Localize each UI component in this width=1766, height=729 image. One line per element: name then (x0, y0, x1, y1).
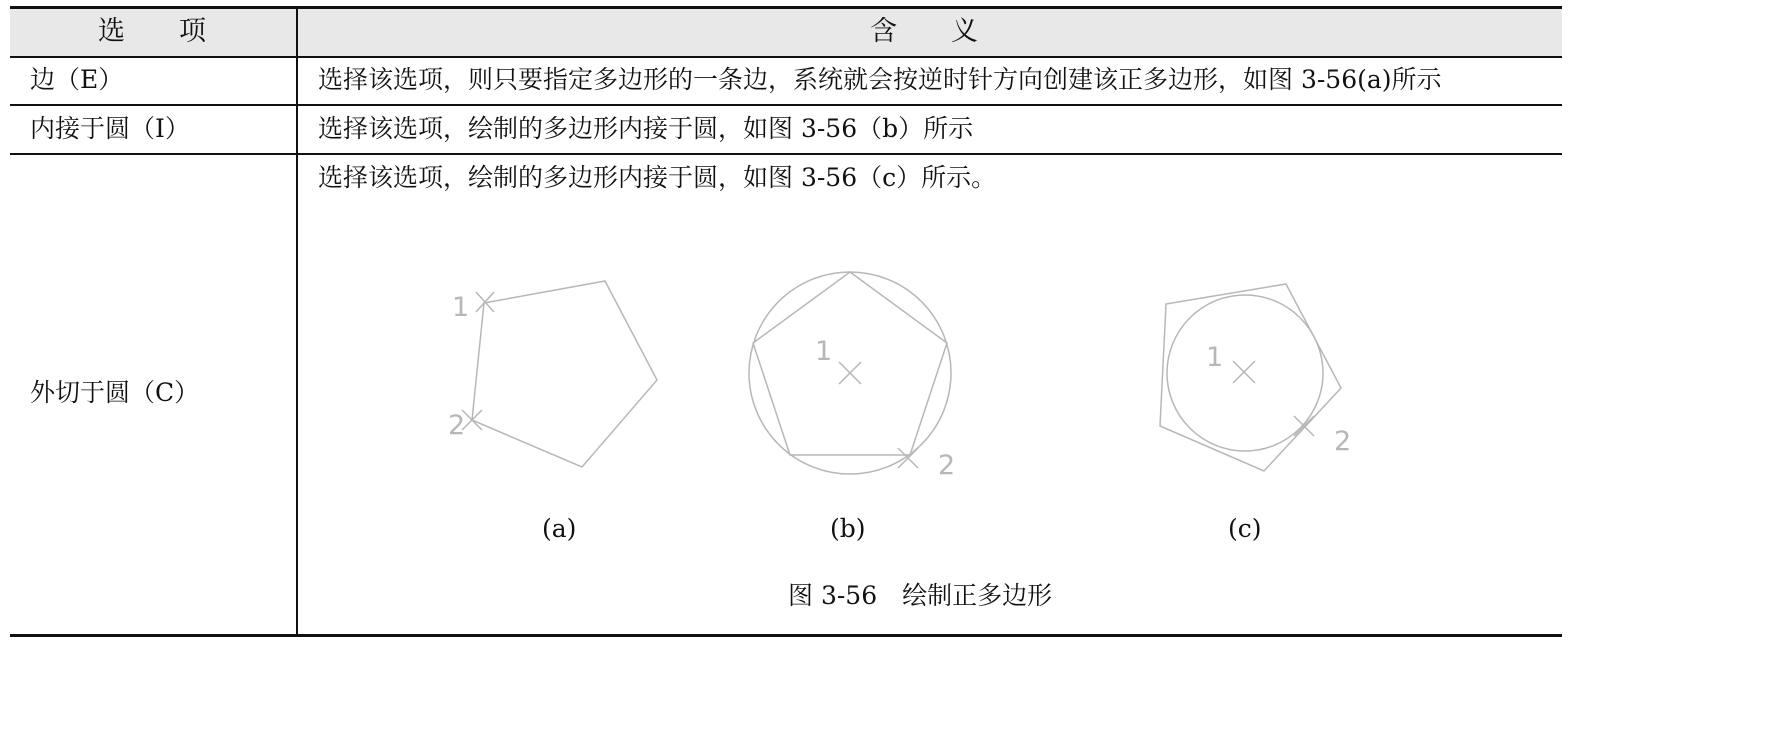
row-divider-2 (10, 153, 1562, 155)
row-3-option: 外切于圆（C） (30, 378, 200, 407)
table-bottom-rule (10, 634, 1562, 637)
row-2-meaning: 选择该选项，绘制的多边形内接于圆，如图 3-56（b）所示 (318, 114, 974, 143)
row-1-option: 边（E） (30, 65, 124, 94)
marker-label-2-a: 2 (448, 410, 466, 441)
header-option: 选 项 (98, 16, 206, 47)
pentagon-b (753, 272, 947, 455)
options-table (10, 6, 1562, 637)
row-divider-1 (10, 104, 1562, 106)
table-header-background (10, 8, 1562, 56)
panel-c-drawing (1160, 284, 1341, 471)
marker-label-1-c: 1 (1206, 342, 1224, 373)
marker-label-1-a: 1 (452, 292, 470, 323)
row-2-option: 内接于圆（I） (30, 114, 190, 143)
marker-label-2-b: 2 (938, 450, 956, 481)
header-divider (10, 56, 1562, 58)
figure-caption: 图 3-56 绘制正多边形 (788, 581, 1053, 610)
marker-label-1-b: 1 (815, 336, 833, 367)
panel-b-drawing (749, 272, 951, 474)
panel-c-label: (c) (1228, 514, 1262, 543)
pentagon-a (472, 281, 657, 467)
header-meaning: 含 义 (870, 16, 978, 47)
row-3-meaning: 选择该选项，绘制的多边形内接于圆，如图 3-56（c）所示。 (318, 163, 997, 192)
row-1-meaning: 选择该选项，则只要指定多边形的一条边，系统就会按逆时针方向创建该正多边形，如图 3-56(a)所示 (318, 65, 1442, 94)
panel-a-label: (a) (542, 514, 577, 543)
panel-a-drawing (462, 281, 657, 467)
panel-b-label: (b) (830, 514, 866, 543)
table-top-rule (10, 6, 1562, 9)
marker-label-2-c: 2 (1334, 426, 1352, 457)
polygon-figure (298, 206, 1562, 626)
